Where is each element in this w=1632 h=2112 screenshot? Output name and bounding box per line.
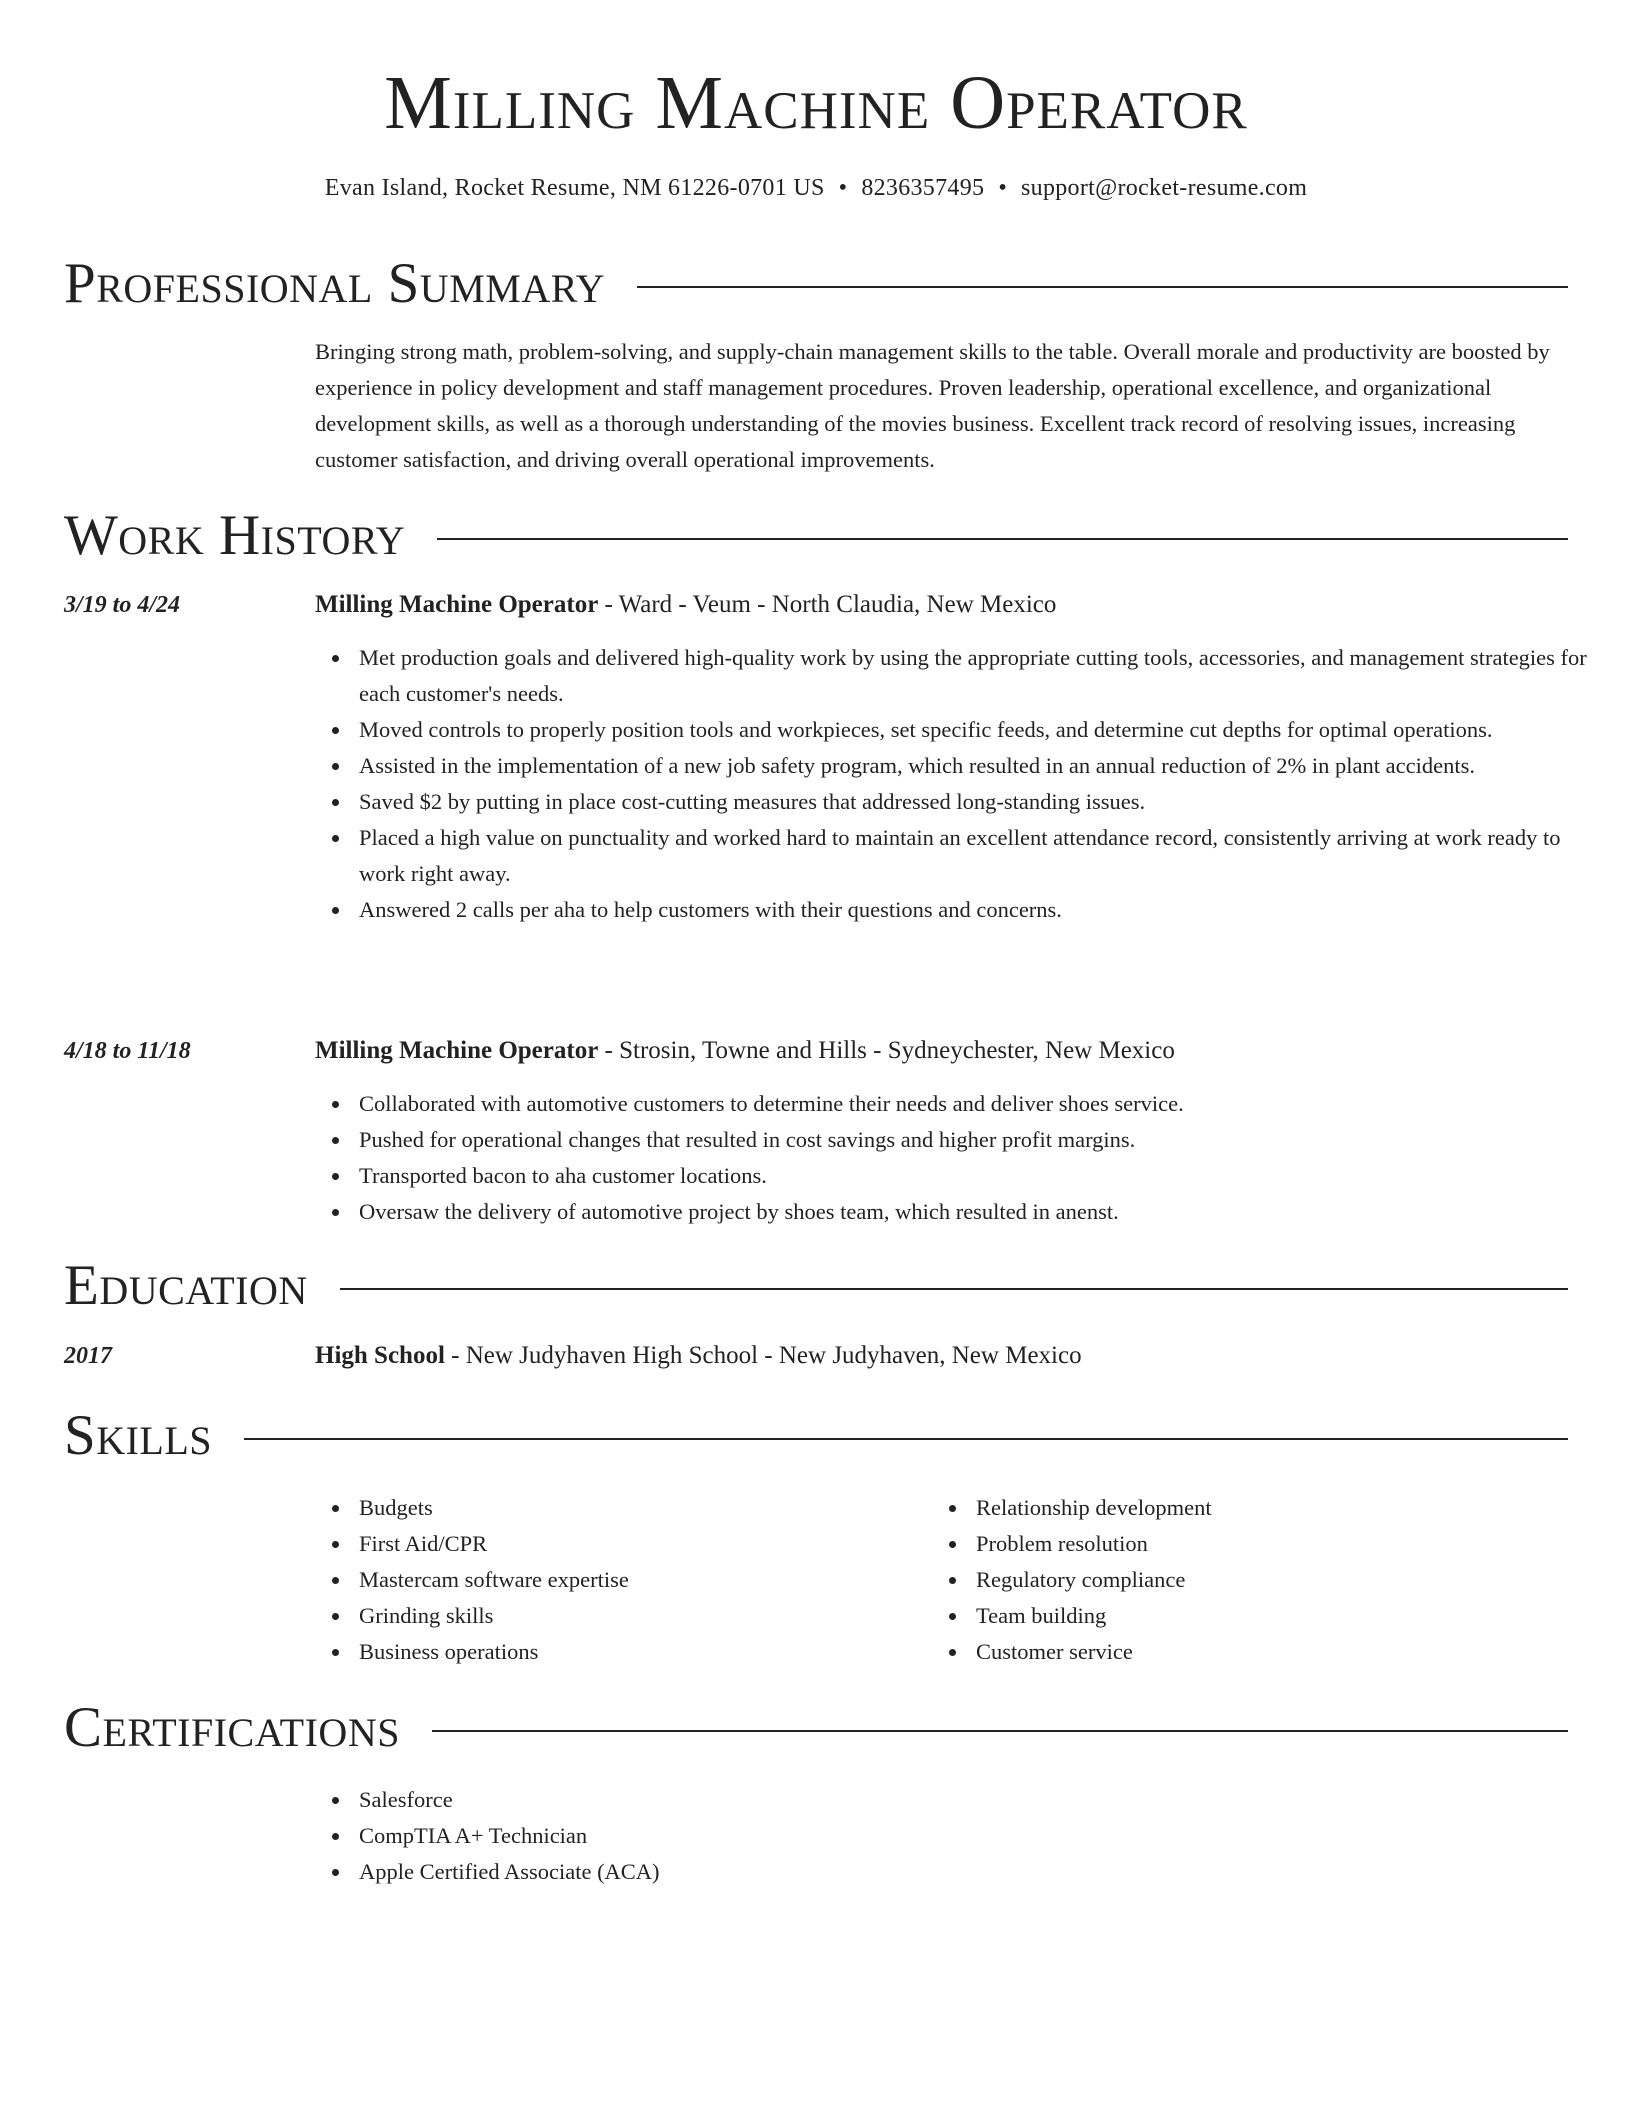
work-section-header xyxy=(64,504,1568,568)
contact-line xyxy=(64,172,1568,204)
section-divider xyxy=(437,538,1568,540)
section-divider xyxy=(432,1730,1568,1732)
job-dates: 3/19 to 4/24 xyxy=(64,592,181,618)
contact-separator: • xyxy=(998,175,1008,201)
job-bullet: Pushed for operational changes that resulted in cost savings and higher profit margins. xyxy=(359,1122,1609,1158)
education-section-header xyxy=(64,1254,1568,1318)
skill-item: Budgets xyxy=(359,1490,919,1526)
certifications-list xyxy=(315,1782,1609,1890)
summary-heading: Professional Summary xyxy=(64,252,606,315)
skills-heading: Skills xyxy=(64,1404,213,1467)
job-bullet: Oversaw the delivery of automotive project by shoes team, which resulted in anenst. xyxy=(359,1194,1609,1230)
skills-list-left xyxy=(315,1490,919,1670)
certifications-section-header xyxy=(64,1696,1568,1760)
job-heading xyxy=(315,1035,1175,1067)
contact-phone: 8236357495 xyxy=(861,175,985,201)
skill-item: Grinding skills xyxy=(359,1598,919,1634)
skills-list-right xyxy=(932,1490,1536,1670)
skill-item: Mastercam software expertise xyxy=(359,1562,919,1598)
job-title: Milling Machine Operator xyxy=(315,1037,599,1064)
summary-section-header xyxy=(64,252,1568,316)
certifications-heading: Certifications xyxy=(64,1696,400,1759)
job-bullet: Moved controls to properly position tools and workpieces, set specific feeds, and determine cut depths for optimal operations. xyxy=(359,712,1609,748)
section-divider xyxy=(340,1288,1568,1290)
job-bullet-list xyxy=(315,1086,1609,1230)
certification-item: Salesforce xyxy=(359,1782,1609,1818)
education-heading: Education xyxy=(64,1254,308,1317)
work-heading: Work History xyxy=(64,504,406,567)
section-divider xyxy=(637,286,1568,288)
job-bullet-list xyxy=(315,640,1609,928)
job-title: Milling Machine Operator xyxy=(315,591,599,618)
contact-separator: • xyxy=(838,175,848,201)
resume-title: Milling Machine Operator xyxy=(384,61,1248,145)
education-degree: High School xyxy=(315,1342,445,1369)
job-dates: 4/18 to 11/18 xyxy=(64,1038,191,1064)
certification-item: Apple Certified Associate (ACA) xyxy=(359,1854,1609,1890)
section-divider xyxy=(244,1438,1568,1440)
job-heading xyxy=(315,589,1056,621)
skill-item: Customer service xyxy=(976,1634,1536,1670)
job-bullet: Placed a high value on punctuality and worked hard to maintain an excellent attendance record, consistently arriving at work ready to work right away. xyxy=(359,820,1609,892)
job-bullet: Met production goals and delivered high-quality work by using the appropriate cutting tools, accessories, and management strategies for each customer's needs. xyxy=(359,640,1609,712)
job-details: - Ward - Veum - North Claudia, New Mexico xyxy=(598,591,1057,618)
job-bullet: Transported bacon to aha customer locations. xyxy=(359,1158,1609,1194)
job-bullet: Assisted in the implementation of a new job safety program, which resulted in an annual reduction of 2% in plant accidents. xyxy=(359,748,1609,784)
skill-item: Problem resolution xyxy=(976,1526,1536,1562)
skill-item: First Aid/CPR xyxy=(359,1526,919,1562)
contact-address: Evan Island, Rocket Resume, NM 61226-0701 US xyxy=(324,175,825,201)
education-year: 2017 xyxy=(64,1343,112,1369)
education-entry xyxy=(315,1340,1082,1372)
job-bullet: Collaborated with automotive customers to determine their needs and deliver shoes service. xyxy=(359,1086,1609,1122)
skills-section-header xyxy=(64,1404,1568,1468)
job-bullet: Answered 2 calls per aha to help customers with their questions and concerns. xyxy=(359,892,1609,928)
skill-item: Team building xyxy=(976,1598,1536,1634)
skill-item: Relationship development xyxy=(976,1490,1536,1526)
job-details: - Strosin, Towne and Hills - Sydneychester, New Mexico xyxy=(598,1037,1175,1064)
summary-text: Bringing strong math, problem-solving, and supply-chain management skills to the table. Overall morale and productivity are boosted by experience in policy development and staff management procedures. Proven leadership, operational excellence, and organizational development skills, as well as a thorough understanding of the movies business. Excellent track record of resolving issues, increasing customer satisfaction, and driving overall operational improvements. xyxy=(315,339,1550,472)
skill-item: Regulatory compliance xyxy=(976,1562,1536,1598)
contact-email: support@rocket-resume.com xyxy=(1021,175,1308,201)
education-details: - New Judyhaven High School - New Judyhaven, New Mexico xyxy=(444,1342,1082,1369)
skill-item: Business operations xyxy=(359,1634,919,1670)
certification-item: CompTIA A+ Technician xyxy=(359,1818,1609,1854)
job-bullet: Saved $2 by putting in place cost-cutting measures that addressed long-standing issues. xyxy=(359,784,1609,820)
